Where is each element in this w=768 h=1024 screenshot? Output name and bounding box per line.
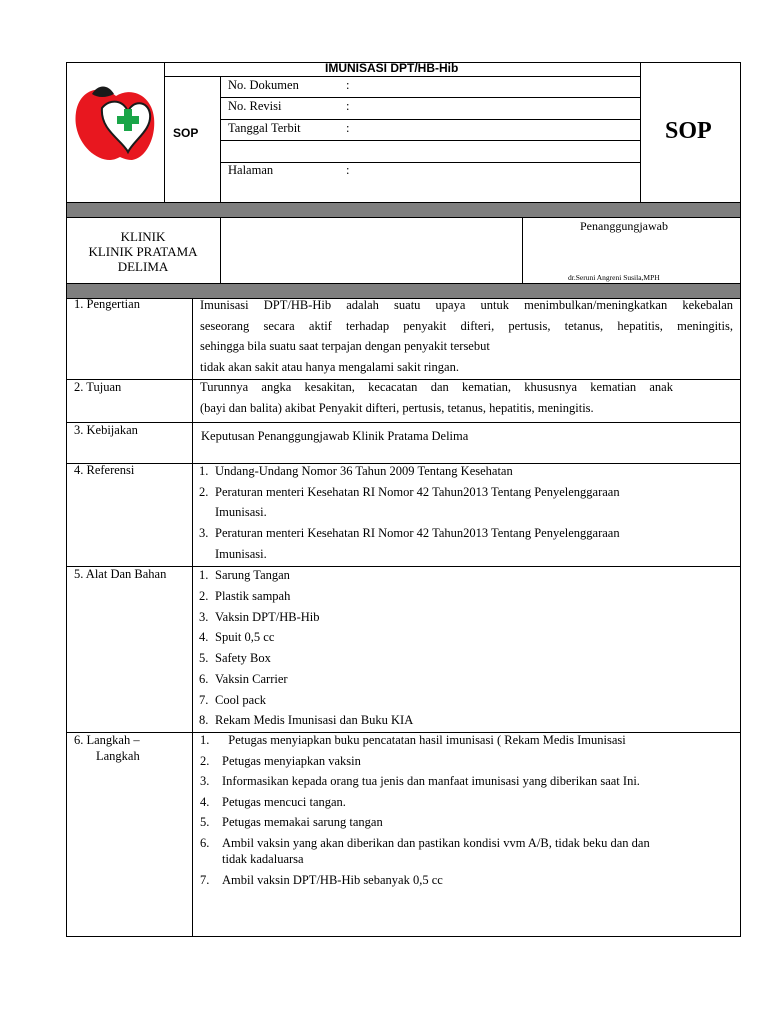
section-text-pengertian <box>200 295 733 377</box>
list-item-text: Petugas menyiapkan vaksin <box>222 753 361 768</box>
list-item-text: Imunisasi. <box>215 505 267 520</box>
section-label-kebijakan: 3. Kebijakan <box>74 423 138 437</box>
apple-cross-logo-icon <box>72 82 160 164</box>
list-item-number: 3. <box>199 526 209 541</box>
alat-list <box>199 565 413 731</box>
field-label-no-revisi: No. Revisi <box>228 99 282 113</box>
list-item-number: 1. <box>200 733 210 747</box>
section-label-alat-dan-bahan: 5. Alat Dan Bahan <box>74 567 167 581</box>
document-title: IMUNISASI DPT/HB-Hib <box>325 61 459 75</box>
text-line: Turunnya angka kesakitan, kecacatan dan kematian, khususnya kematian anak <box>200 380 673 394</box>
list-item <box>199 669 413 690</box>
list-item <box>199 607 413 628</box>
list-item <box>199 565 413 586</box>
referensi-list <box>199 461 620 565</box>
responsible-label: Penanggungjawab <box>580 219 668 233</box>
list-item-number: 3. <box>199 609 209 624</box>
separator-bar <box>66 202 741 218</box>
text-line: (bayi dan balita) akibat Penyakit difteri, pertusis, tetanus, hepatitis, meningitis. <box>200 400 594 415</box>
section-label-referensi: 4. Referensi <box>74 463 135 477</box>
list-item <box>200 794 650 811</box>
list-item <box>199 710 413 731</box>
list-item <box>199 586 413 607</box>
section-label-pengertian: 1. Pengertian <box>74 297 140 311</box>
list-item-text: Cool pack <box>215 692 267 707</box>
list-item-text: Informasikan kepada orang tua jenis dan manfaat imunisasi yang diberikan saat Ini. <box>222 774 640 788</box>
field-sep-no-dokumen: : <box>346 78 350 92</box>
sop-label-small: SOP <box>173 126 199 140</box>
list-item-text: Ambil vaksin yang akan diberikan dan pastikan kondisi vvm A/B, tidak beku dan dan <box>222 835 650 850</box>
list-item-number: 5. <box>199 651 209 665</box>
list-item-number: 2. <box>199 588 209 603</box>
sop-label-large: SOP <box>665 118 712 144</box>
list-item <box>200 732 650 749</box>
list-item-number: 5. <box>200 815 210 829</box>
clinic-name-line-2: KLINIK PRATAMA <box>88 244 198 259</box>
field-label-tanggal-terbit: Tanggal Terbit <box>228 121 301 135</box>
list-item-number: 2. <box>200 753 210 768</box>
list-item-number: 8. <box>199 713 209 728</box>
list-item-number: 7. <box>200 872 210 887</box>
list-item-text: Safety Box <box>215 651 271 665</box>
list-item <box>200 872 650 889</box>
list-item <box>199 482 620 523</box>
field-label-no-dokumen: No. Dokumen <box>228 78 299 92</box>
list-item-number: 2. <box>199 484 209 499</box>
list-item <box>200 814 650 831</box>
section-label-langkah: 6. Langkah – <box>74 733 140 747</box>
list-item <box>199 690 413 711</box>
list-item-text: Petugas memakai sarung tangan <box>222 815 383 829</box>
list-item-text: tidak kadaluarsa <box>222 852 304 866</box>
list-item <box>200 753 650 770</box>
list-item-text: Sarung Tangan <box>215 568 290 582</box>
list-item-text: Rekam Medis Imunisasi dan Buku KIA <box>215 713 414 728</box>
list-item-number: 4. <box>199 630 209 645</box>
list-item <box>199 648 413 669</box>
clinic-name-line-3: DELIMA <box>117 259 169 274</box>
list-item-text: Peraturan menteri Kesehatan RI Nomor 42 Tahun2013 Tentang Penyelenggaraan <box>215 526 620 541</box>
list-item-number: 6. <box>199 671 209 686</box>
section-label-tujuan: 2. Tujuan <box>74 380 122 394</box>
field-label-halaman: Halaman <box>228 163 274 177</box>
list-item <box>199 627 413 648</box>
text-line: Imunisasi DPT/HB-Hib adalah suatu upaya untuk menimbulkan/meningkatkan kekebalan <box>200 298 733 312</box>
text-line: tidak akan sakit atau hanya mengalami sakit ringan. <box>200 359 459 374</box>
section-label-langkah-2: Langkah <box>96 749 140 763</box>
list-item-text: Undang-Undang Nomor 36 Tahun 2009 Tentang Kesehatan <box>215 464 513 478</box>
list-item-number: 1. <box>199 568 209 582</box>
list-item-number: 7. <box>199 692 209 707</box>
text-line: sehingga bila suatu saat terpajan dengan penyakit tersebut <box>200 339 490 353</box>
section-text-tujuan <box>200 377 673 418</box>
field-sep-tanggal-terbit: : <box>346 121 350 135</box>
list-item-number: 3. <box>200 774 210 788</box>
field-sep-no-revisi: : <box>346 99 350 113</box>
list-item-text: Peraturan menteri Kesehatan RI Nomor 42 Tahun2013 Tentang Penyelenggaraan <box>215 484 620 499</box>
list-item <box>200 773 650 790</box>
langkah-list <box>200 732 650 892</box>
list-item-number: 1. <box>199 464 209 478</box>
list-item-number: 4. <box>200 794 210 809</box>
list-item-text: Imunisasi. <box>215 546 267 561</box>
clinic-logo <box>72 82 160 164</box>
list-item-text: Ambil vaksin DPT/HB-Hib sebanyak 0,5 cc <box>222 872 443 887</box>
list-item <box>200 835 650 868</box>
list-item-number: 6. <box>200 835 210 850</box>
list-item-text: Petugas mencuci tangan. <box>222 794 346 809</box>
clinic-name-line-1: KLINIK <box>120 229 166 244</box>
clinic-name <box>66 229 220 274</box>
list-item-text: Vaksin Carrier <box>215 671 288 686</box>
responsible-name: dr.Seruni Angreni Susila,MPH <box>568 273 660 282</box>
list-item <box>199 461 620 482</box>
list-item <box>199 523 620 564</box>
list-item-text: Plastik sampah <box>215 588 291 603</box>
section-text-kebijakan: Keputusan Penanggungjawab Klinik Pratama Delima <box>201 429 469 443</box>
text-line: seseorang secara aktif terhadap penyakit difteri, pertusis, tetanus, hepatitis, meningitis, <box>200 318 733 333</box>
list-item-text: Vaksin DPT/HB-Hib <box>215 609 320 624</box>
list-item-text: Spuit 0,5 cc <box>215 630 275 645</box>
field-sep-halaman: : <box>346 163 350 177</box>
list-item-text: Petugas menyiapkan buku pencatatan hasil imunisasi ( Rekam Medis Imunisasi <box>222 733 626 747</box>
